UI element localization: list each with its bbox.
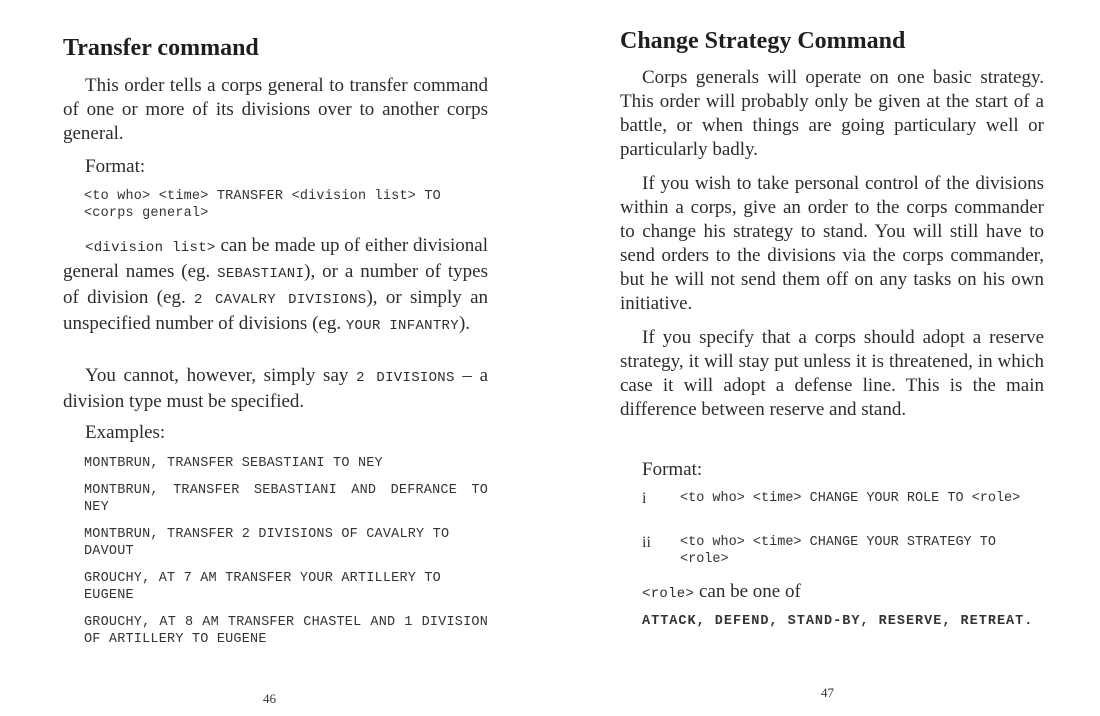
left-page-number: 46 bbox=[263, 691, 276, 706]
division-list-text-2: ), or a number of types of division (eg. bbox=[63, 261, 488, 308]
transfer-format-label: Format: bbox=[85, 156, 146, 177]
example-1: MONTBRUN, TRANSFER SEBASTIANI TO NEY bbox=[84, 456, 383, 471]
division-list-term: <division list> bbox=[85, 240, 216, 256]
example-3: MONTBRUN, TRANSFER 2 DIVISIONS OF CAVALRY TO DAVOUT bbox=[84, 527, 450, 559]
role-options: ATTACK, DEFEND, STAND-BY, RESERVE, RETREAT. bbox=[642, 614, 1034, 629]
format-number-2: ii bbox=[642, 534, 651, 551]
cannot-paragraph bbox=[63, 364, 488, 414]
division-list-text-3: ), or simply an unspecified number of divisions (eg. bbox=[63, 287, 488, 334]
example-5: GROUCHY, AT 8 AM TRANSFER CHASTEL AND 1 DIVISION OF ARTILLERY TO EUGENE bbox=[84, 615, 488, 647]
left-page bbox=[63, 0, 488, 716]
example-4: GROUCHY, AT 7 AM TRANSFER YOUR ARTILLERY TO EUGENE bbox=[84, 571, 441, 603]
division-list-text-1: can be made up of either divisional general names (eg. bbox=[63, 235, 488, 282]
format-number-1: i bbox=[642, 490, 647, 507]
role-line bbox=[642, 580, 801, 606]
strategy-paragraph-2: If you wish to take personal control of the divisions within a corps, give an order to the corps commander to change his strategy to stand. You will still have to send orders to the divisions via the corps commander, but he will not send them off on any tasks on his own initiative. bbox=[620, 173, 1044, 314]
example-2: MONTBRUN, TRANSFER SEBASTIANI AND DEFRANCE TO NEY bbox=[84, 483, 488, 515]
left-page-heading: Transfer command bbox=[63, 35, 259, 61]
cannot-text-1: You cannot, however, simply say bbox=[85, 365, 357, 386]
examples-label: Examples: bbox=[85, 422, 166, 443]
format-code-2: <to who> <time> CHANGE YOUR STRATEGY TO <role> bbox=[680, 535, 996, 567]
strategy-paragraph-1: Corps generals will operate on one basic strategy. This order will probably only be given at the start of a battle, or when things are going particulary well or particularly badly. bbox=[620, 67, 1044, 160]
example-your-infantry: YOUR INFANTRY bbox=[345, 318, 459, 334]
example-sebastiani: SEBASTIANI bbox=[217, 266, 305, 282]
role-line-text: can be one of bbox=[694, 581, 801, 602]
role-term: <role> bbox=[642, 586, 695, 602]
strategy-format-label: Format: bbox=[642, 459, 703, 480]
cannot-text-2: – a division type must be specified. bbox=[63, 365, 489, 412]
right-page bbox=[620, 0, 1044, 716]
strategy-paragraph-3: If you specify that a corps should adopt a reserve strategy, it will stay put unless it is threatened, in which case it will adopt a defense line. This is the main difference between reserve and stand. bbox=[620, 327, 1044, 420]
right-page-number: 47 bbox=[821, 685, 834, 700]
example-2-divisions: 2 DIVISIONS bbox=[356, 370, 455, 386]
format-code-1: <to who> <time> CHANGE YOUR ROLE TO <role> bbox=[680, 491, 1021, 506]
division-list-paragraph bbox=[63, 234, 488, 338]
division-list-text-4: ). bbox=[458, 313, 471, 334]
example-cavalry-divisions: 2 CAVALRY DIVISIONS bbox=[194, 292, 367, 308]
right-page-heading: Change Strategy Command bbox=[620, 28, 906, 54]
transfer-format-code: <to who> <time> TRANSFER <division list> TO <corps general> bbox=[84, 189, 441, 221]
transfer-intro-paragraph: This order tells a corps general to transfer command of one or more of its divisions over to another corps general. bbox=[63, 75, 488, 144]
